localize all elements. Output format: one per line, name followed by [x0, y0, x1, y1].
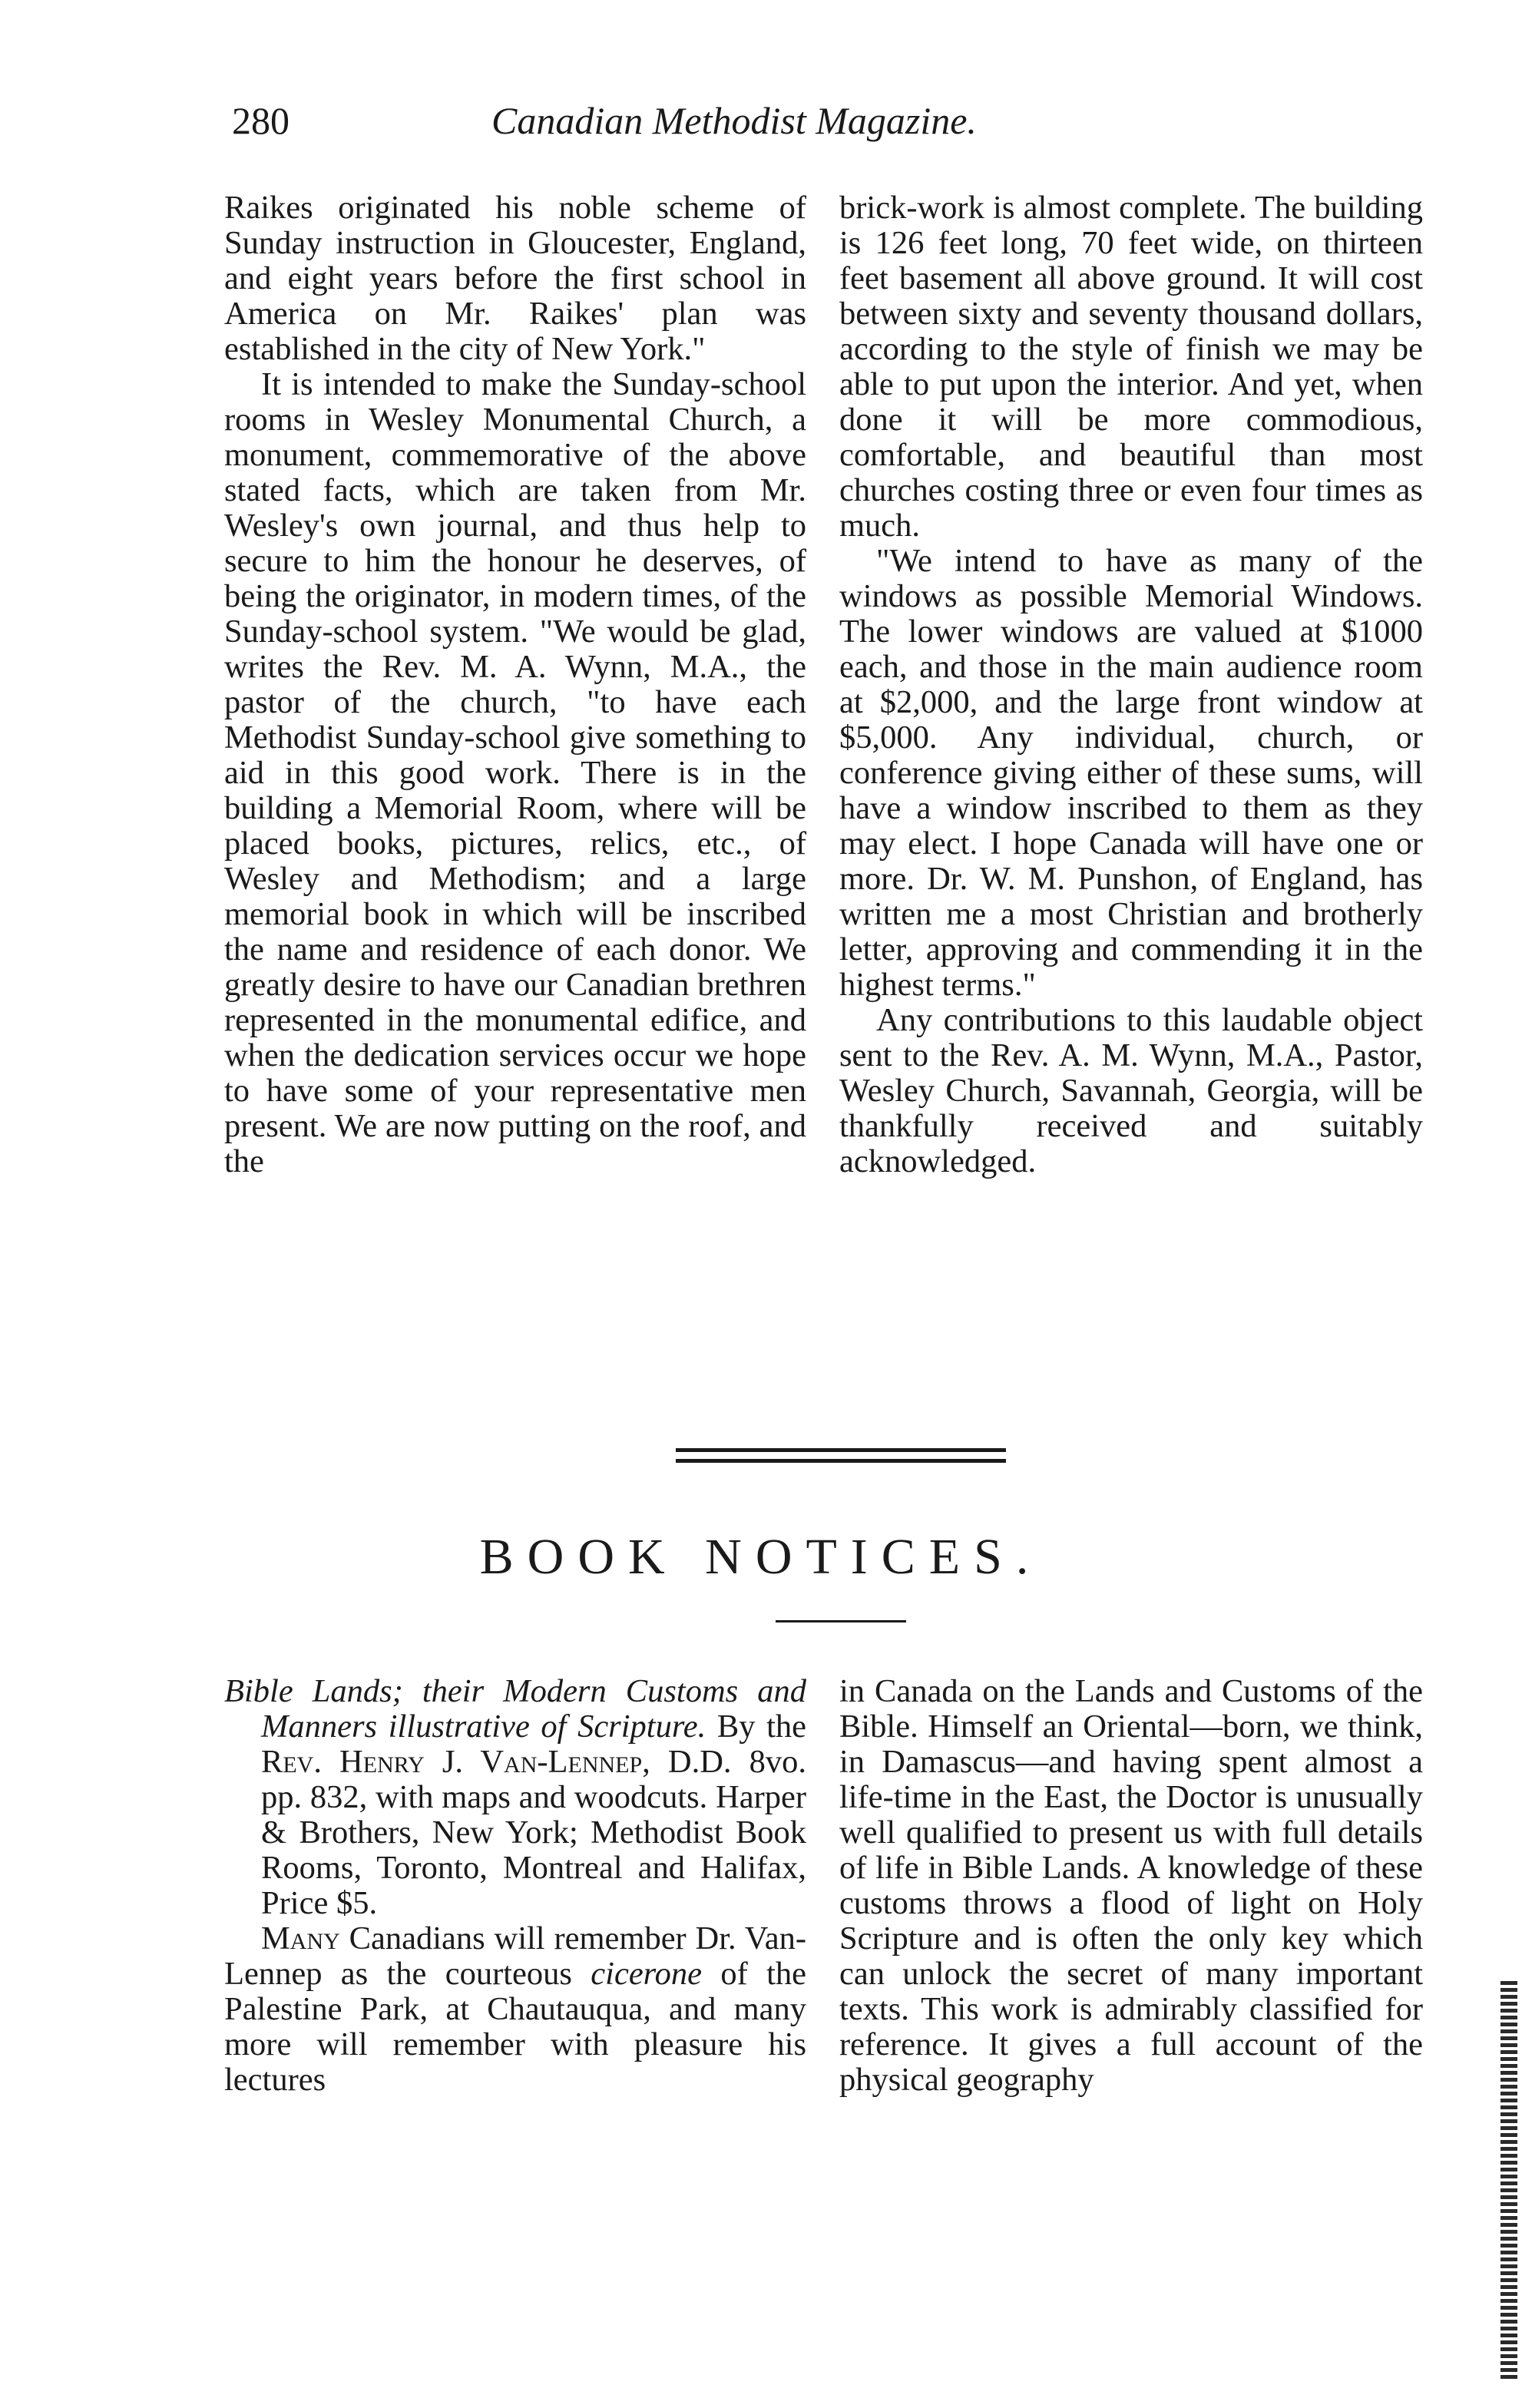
scan-edge-artifact [1500, 1981, 1517, 2380]
article-paragraph: It is intended to make the Sunday-school rooms in Wesley Monumental Church, a monument, commemorative of the above stated facts, which are taken from Mr. Wesley's own journal, and thus help to secure to him the honour he deserves, of being the originator, in modern times, of the Sunday-school system. "We would be glad, writes the Rev. M. A. Wynn, M.A., the pastor of the church, "to have each Methodist Sunday-school give something to aid in this good work. There is in the building a Memorial Room, where will be placed books, pictures, relics, etc., of Wesley and Methodism; and a large memorial book in which will be inscribed the name and residence of each donor. We greatly desire to have our Canadian brethren represented in the monumental edifice, and when the dedication services occur we hope to have some of your representative men present. We are now putting on the roof, and the [224, 366, 806, 1179]
article-left-column [224, 190, 806, 1179]
running-title: Canadian Methodist Magazine. [491, 99, 977, 142]
review-italic-term: cicerone [591, 1956, 703, 1992]
book-notices-right-column [839, 1674, 1423, 2098]
article-paragraph: "We intend to have as many of the windows as possible Memorial Windows. The lower windows are valued at $1000 each, and those in the main audience room at $2,000, and the large front window at $5,000. Any individual, church, or conference giving either of these sums, will have a window inscribed to them as they may elect. I hope Canada will have one or more. Dr. W. M. Punshon, of England, has written me a most Christian and brotherly letter, approving and commending it in the highest terms." [839, 543, 1423, 1003]
article-paragraph: Any contributions to this laudable object sent to the Rev. A. M. Wynn, M.A., Pastor, Wesley Church, Savannah, Georgia, will be thankfully received and suitably acknowledged. [839, 1002, 1423, 1179]
article-paragraph: brick-work is almost complete. The building is 126 feet long, 70 feet wide, on thirteen feet basement all above ground. It will cost between sixty and seventy thousand dollars, according to the style of finish we may be able to put upon the interior. And yet, when done it will be more commodious, comfortable, and beautiful than most churches costing three or even four times as much. [839, 190, 1423, 544]
section-heading: BOOK NOTICES. [479, 1529, 1043, 1585]
article-right-column [839, 190, 1423, 1179]
section-divider-rule [676, 1459, 1006, 1463]
review-text: of the Palestine Park, at Chautauqua, and many more will remember with pleasure his lectures [224, 1956, 806, 2098]
article-paragraph: Raikes originated his noble scheme of Sunday instruction in Gloucester, England, and eight years before the first school in America on Mr. Raikes' plan was established in the city of New York." [224, 190, 806, 367]
page-header [223, 98, 1421, 160]
heading-underline-rule [776, 1620, 906, 1622]
review-paragraph [224, 1921, 806, 2098]
section-divider-rule [676, 1448, 1006, 1452]
review-paragraph: in Canada on the Lands and Customs of the Bible. Himself an Oriental—born, we think, in Damascus—and having spent almost a life-time in the East, the Doctor is unusually well qualified to present us with full details of life in Bible Lands. A knowledge of these customs throws a flood of light on Holy Scripture and is often the only key which can unlock the secret of many important texts. This work is admirably classified for reference. It gives a full account of the physical geography [839, 1673, 1423, 2098]
page-number: 280 [232, 99, 290, 142]
book-author: Rev. Henry J. Van-Lennep, D.D. [261, 1744, 732, 1780]
book-entry [224, 1674, 806, 1921]
book-title: Bible Lands; their Modern Customs and Manners illustrative of Scripture. [224, 1673, 806, 1745]
review-lead-word: Many [261, 1920, 340, 1957]
book-details: 8vo. pp. 832, with maps and woodcuts. Harper & Brothers, New York; Methodist Book Rooms, Toronto, Montreal and Halifax, Price $5. [261, 1744, 807, 1921]
book-notices-left-column [224, 1674, 806, 2098]
review-text: Canadians will remember Dr. Van-Lennep as the courteous [224, 1920, 806, 1992]
book-by: By the [716, 1708, 806, 1745]
